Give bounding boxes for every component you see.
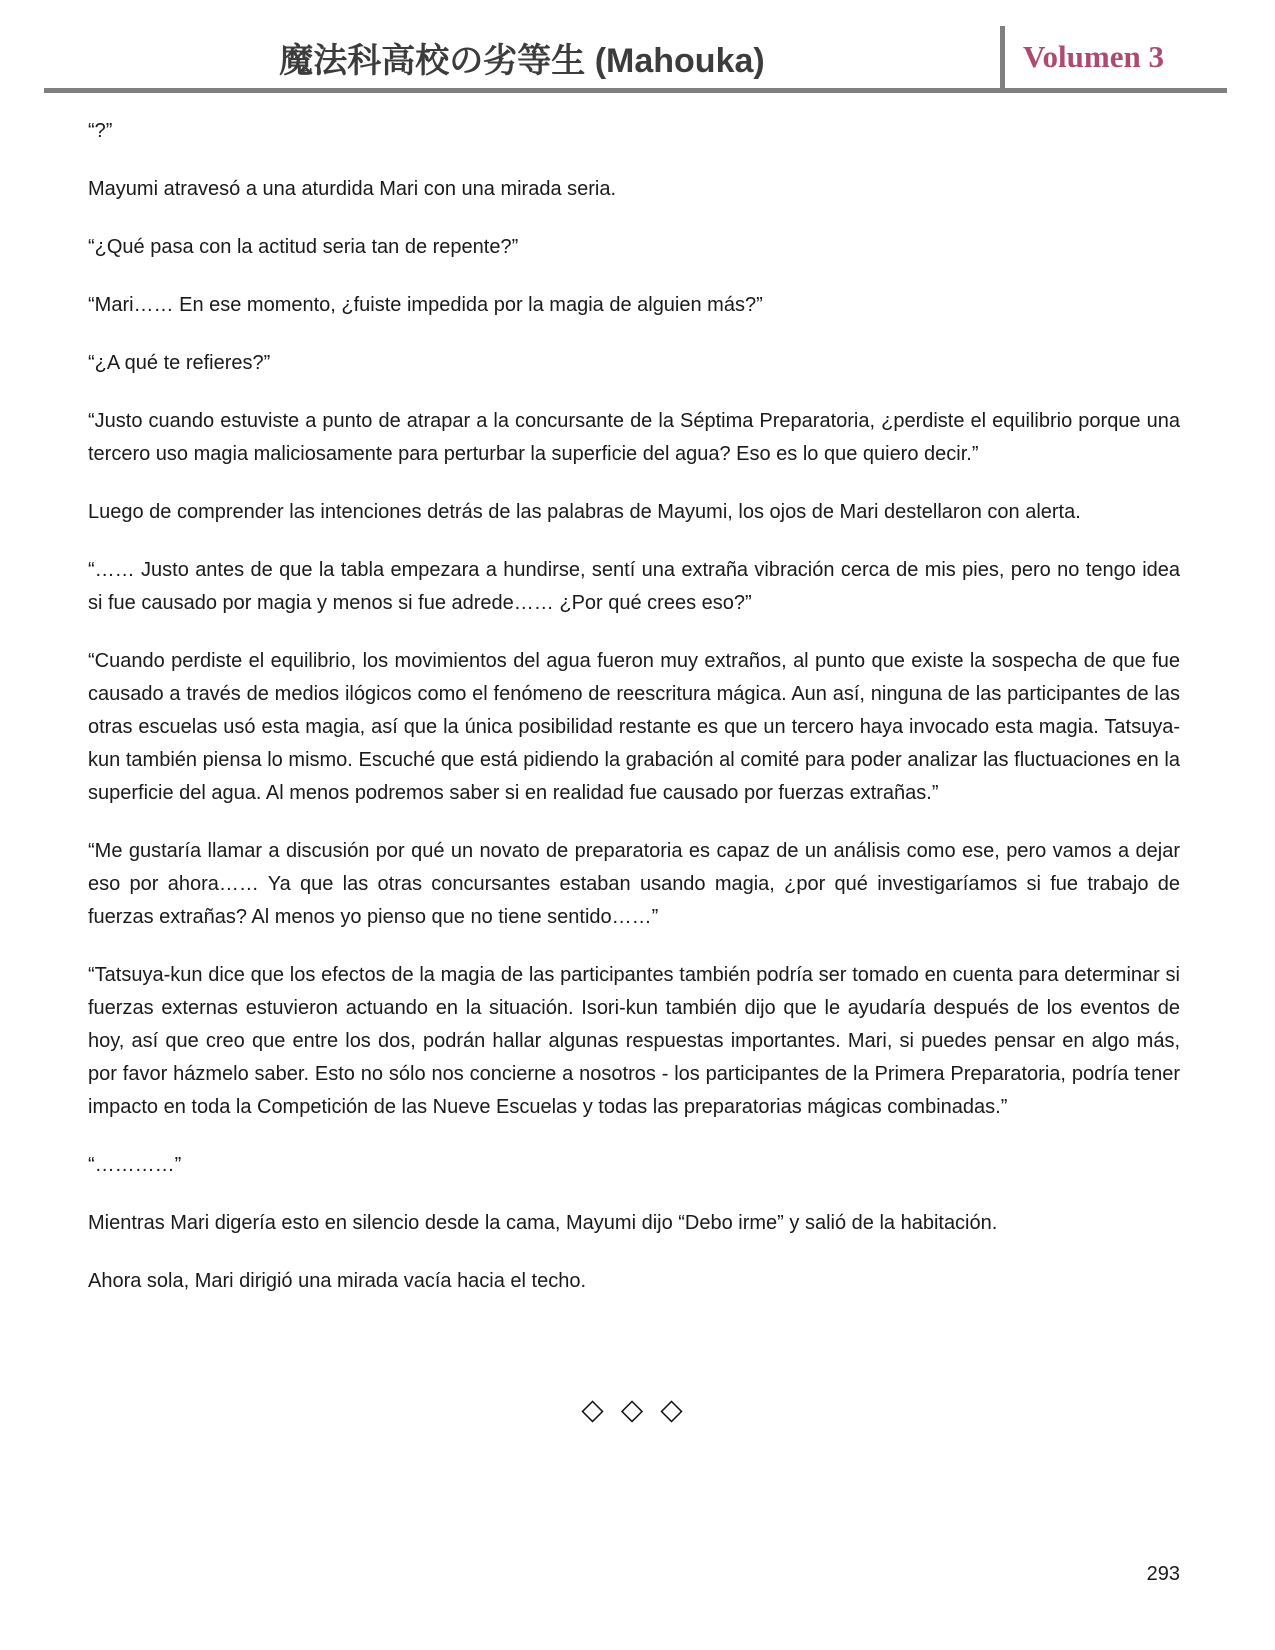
- paragraph: Luego de comprender las intenciones detrás de las palabras de Mayumi, los ojos de Mari destellaron con alerta.: [88, 501, 1081, 523]
- paragraph: “Me gustaría llamar a discusión por qué un novato de preparatoria es capaz de un análisis como ese, pero vamos a dejar eso por ahora…… Ya que las otras concursantes estaban usando magia, ¿por qué investigaríamos si fue trabajo de fuerzas extrañas? Al menos yo pienso que no tiene sentido……”: [88, 840, 1180, 928]
- paragraph: “¿Qué pasa con la actitud seria tan de repente?”: [88, 236, 519, 258]
- paragraph: “Cuando perdiste el equilibrio, los movimientos del agua fueron muy extraños, al punto que existe la sospecha de que fue causado a través de medios ilógicos como el fenómeno de reescritura mágica. Aun así, ninguna de las participantes de las otras escuelas usó esta magia, así que la única posibilidad restante es que un tercero haya invocado esta magia. Tatsuya-kun también piensa lo mismo. Escuché que está pidiendo la grabación al comité para poder analizar las fluctuaciones en la superficie del agua. Al menos podremos saber si en realidad fue causado por fuerzas extrañas.”: [88, 650, 1180, 804]
- paragraph: “Tatsuya-kun dice que los efectos de la magia de las participantes también podría ser tomado en cuenta para determinar si fuerzas externas estuvieron actuando en la situación. Isori-kun también dijo que le ayudaría después de los eventos de hoy, así que creo que entre los dos, podrán hallar algunas respuestas importantes. Mari, si puedes pensar en algo más, por favor házmelo saber. Esto no sólo nos concierne a nosotros - los participantes de la Primera Preparatoria, podría tener impacto en toda la Competición de las Nueve Escuelas y todas las preparatorias mágicas combinadas.”: [88, 964, 1180, 1118]
- paragraph: “…………”: [88, 1154, 182, 1176]
- header-volume-cell: [1000, 26, 1227, 88]
- paragraph: “?”: [88, 120, 113, 142]
- paragraph: Mientras Mari digería esto en silencio desde la cama, Mayumi dijo “Debo irme” y salió de la habitación.: [88, 1212, 998, 1234]
- book-title: 魔法科高校の劣等生 (Mahouka): [279, 42, 765, 80]
- scene-break-divider: ◇ ◇ ◇: [581, 1392, 687, 1426]
- header-rule: [44, 88, 1227, 93]
- page-header: [44, 26, 1227, 88]
- paragraph: “Mari…… En ese momento, ¿fuiste impedida por la magia de alguien más?”: [88, 294, 763, 316]
- paragraph: “…… Justo antes de que la tabla empezara a hundirse, sentí una extraña vibración cerca de mis pies, pero no tengo idea si fue causado por magia y menos si fue adrede…… ¿Por qué crees eso?”: [88, 559, 1180, 614]
- paragraph: Mayumi atravesó a una aturdida Mari con una mirada seria.: [88, 178, 617, 200]
- volume-label: Volumen 3: [1023, 39, 1164, 74]
- paragraph: “Justo cuando estuviste a punto de atrapar a la concursante de la Séptima Preparatoria, ¿perdiste el equilibrio porque una tercero uso magia maliciosamente para perturbar la superficie del agua? Eso es lo que quiero decir.”: [88, 410, 1180, 465]
- paragraph: “¿A qué te refieres?”: [88, 352, 271, 374]
- paragraph: Ahora sola, Mari dirigió una mirada vacía hacia el techo.: [88, 1270, 587, 1292]
- header-title-cell: [44, 26, 1000, 88]
- page-body: [88, 115, 1180, 1426]
- page-number: 293: [1146, 1563, 1180, 1585]
